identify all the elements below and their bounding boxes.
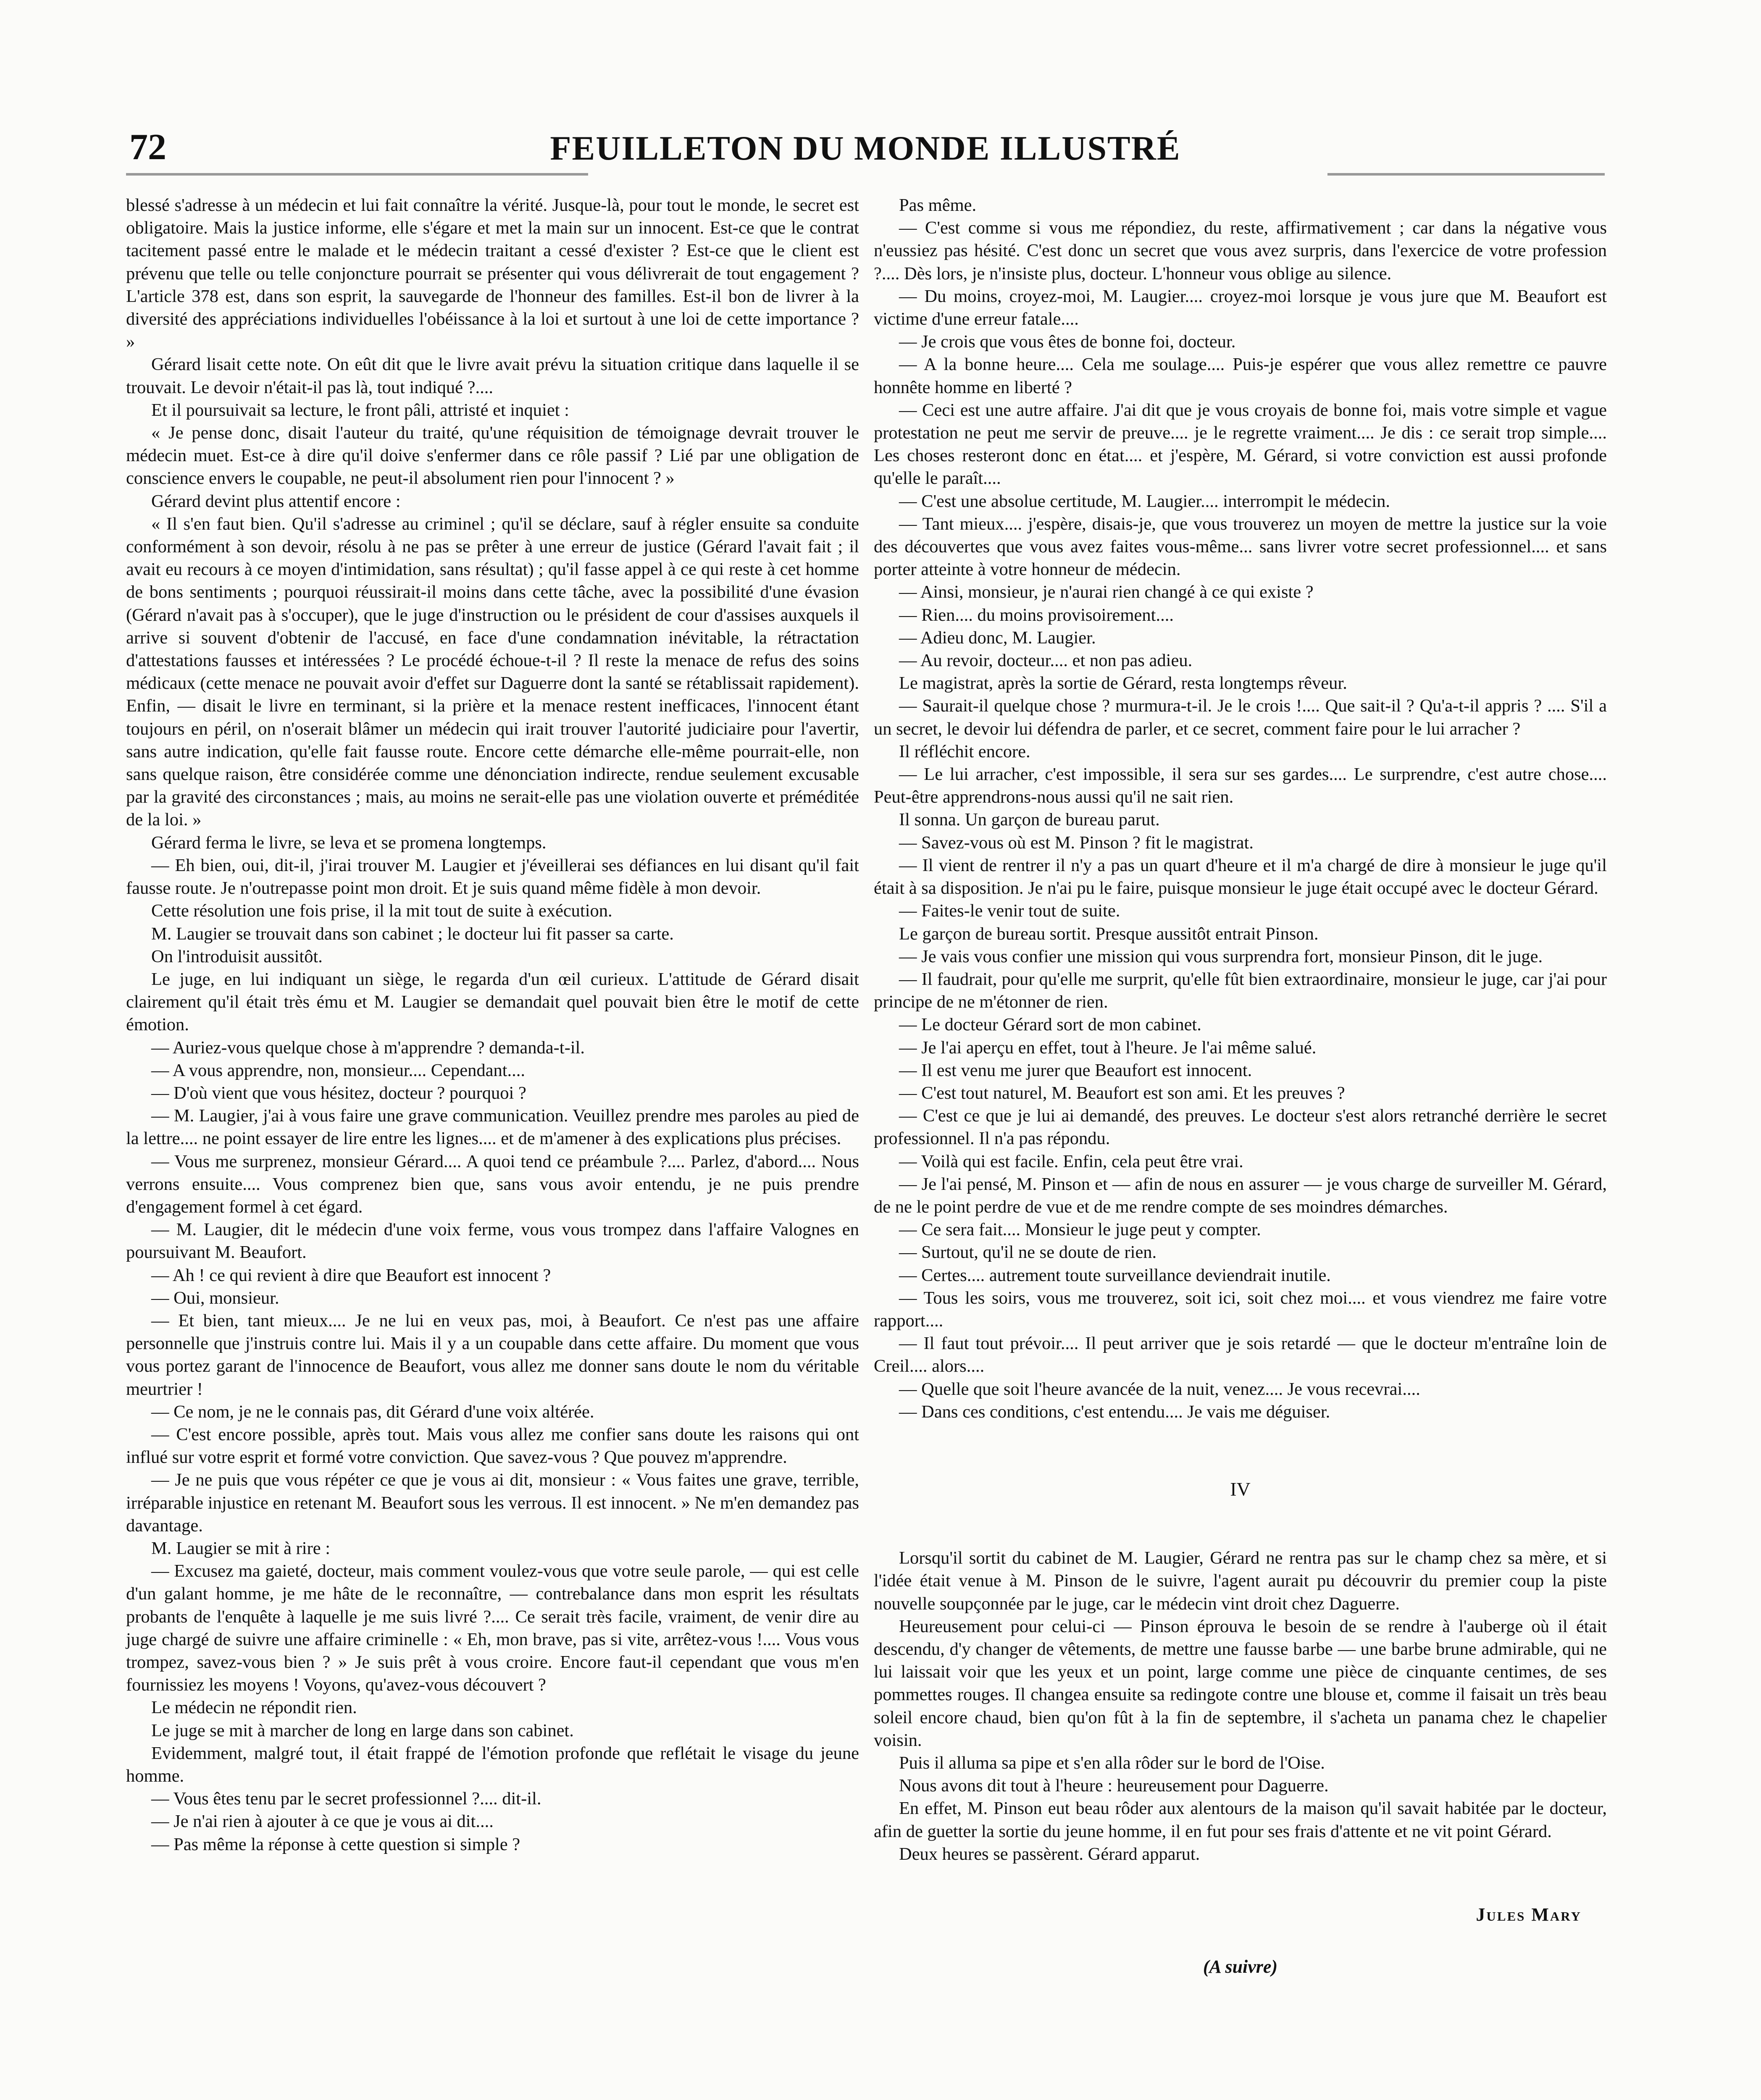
paragraph: — Ah ! ce qui revient à dire que Beaufort est innocent ? [151, 1265, 551, 1285]
paragraph: « Il s'en faut bien. Qu'il s'adresse au criminel ; qu'il se déclare, sauf à régler ensuite sa conduite conformément à son devoir, résolu à ne pas se prêter à une erreur de justice (Gérard l'avait fait ; il avait eu recours à ce moyen d'intimidation, sans résultat) ; qu'il fasse appel à ce qui reste à cet homme de bons sentiments ; pourquoi réussirait-il moins dans cette tâche, avec la possibilité d'une évasion (Gérard n'avait pas à s'occuper), que le juge d'instruction ou le président de cour d'assises auxquels il arrive si souvent d'obtenir de l'accusé, en face d'une condamnation inévitable, la rétractation d'attestations fausses et intéressées ? Le procédé échoue-t-il ? Il reste la menace de refus des soins médicaux (cette menace ne pouvait avoir d'effet sur Daguerre dont la santé se rétablissait rapidement). Enfin, — disait le livre en terminant, si la prière et la menace restent inefficaces, l'innocent étant toujours en péril, on n'oserait blâmer un médecin qui irait trouver l'autorité judiciaire pour l'avertir, sans autre indication, qu'elle fait fausse route. Encore cette démarche elle-même pourrait-elle, non sans quelque raison, être considérée comme une dénonciation indirecte, rendue seulement excusable par la gravité des circonstances ; mais, au moins ne serait-elle pas une violation ouverte et préméditée de la loi. » [126, 514, 859, 830]
paragraph: — Auriez-vous quelque chose à m'apprendre ? demanda-t-il. [151, 1037, 585, 1058]
paragraph: — D'où vient que vous hésitez, docteur ? pourquoi ? [151, 1083, 526, 1103]
paragraph: On l'introduisit aussitôt. [151, 946, 323, 966]
chapter-heading: IV [1230, 1478, 1251, 1500]
paragraph: — Ce nom, je ne le connais pas, dit Gérard d'une voix altérée. [151, 1402, 594, 1422]
paragraph: — Au revoir, docteur.... et non pas adieu. [899, 651, 1193, 671]
paragraph: — Saurait-il quelque chose ? murmura-t-il. Je le crois !.... Que sait-il ? Qu'a-t-il appris ? .... S'il a un secret, le devoir lui défendra de parler, et ce secret, comment faire pour le lui arracher ? [874, 696, 1607, 739]
paragraph: — Du moins, croyez-moi, M. Laugier.... croyez-moi lorsque je vous jure que M. Beaufort est victime d'une erreur fatale.... [874, 286, 1607, 329]
paragraph: — Vous me surprenez, monsieur Gérard.... A quoi tend ce préambule ?.... Parlez, d'abord.... Nous verrons ensuite.... Vous comprenez bien que, sans vous avoir entendu, je ne puis prendre d'engagement formel à cet égard. [126, 1151, 859, 1217]
paragraph: — Adieu donc, M. Laugier. [899, 627, 1096, 648]
paragraph: — A vous apprendre, non, monsieur.... Cependant.... [151, 1060, 526, 1080]
paragraph: Le juge, en lui indiquant un siège, le regarda d'un œil curieux. L'attitude de Gérard disait clairement qu'il était très ému et M. Laugier se demandait quel pouvait bien être le motif de cette émotion. [126, 969, 859, 1035]
paragraph: — C'est comme si vous me répondiez, du reste, affirmativement ; car dans la négative vous n'eussiez pas hésité. C'est donc un secret que vous avez surpris, dans l'exercice de votre profession ?.... Dès lors, je n'insiste plus, docteur. L'honneur vous oblige au silence. [874, 218, 1607, 284]
paragraph: Gérard devint plus attentif encore : [151, 491, 401, 511]
paragraph: — Il est venu me jurer que Beaufort est innocent. [899, 1060, 1252, 1080]
paragraph: — Le docteur Gérard sort de mon cabinet. [899, 1015, 1201, 1035]
left-column [126, 194, 859, 1856]
paragraph: — Ceci est une autre affaire. J'ai dit que je vous croyais de bonne foi, mais votre simple et vague protestation ne peut me servir de preuve.... je le regrette vraiment.... Je dis : ce serait trop simple.... Les choses resteront donc en état.... et j'espère, M. Gérard, si votre conviction est aussi profonde qu'elle le paraît.... [874, 400, 1607, 488]
paragraph: — Je n'ai rien à ajouter à ce que je vous ai dit.... [151, 1811, 494, 1832]
paragraph: « Je pense donc, disait l'auteur du traité, qu'une réquisition de témoignage devrait trouver le médecin muet. Est-ce à dire qu'il doive s'enfermer dans ce rôle passif ? Lié par une obligation de conscience envers le coupable, ne peut-il absolument rien pour l'innocent ? » [126, 423, 859, 488]
paragraph: — Il faut tout prévoir.... Il peut arriver que je sois retardé — que le docteur m'entraîne loin de Creil.... alors.... [874, 1334, 1607, 1376]
paragraph: — Il vient de rentrer il n'y a pas un quart d'heure et il m'a chargé de dire à monsieur le juge qu'il était à sa disposition. Je n'ai pu le faire, puisque monsieur le juge était occupé avec le docteur Gérard. [874, 855, 1607, 898]
paragraph: — Rien.... du moins provisoirement.... [899, 605, 1174, 625]
paragraph: En effet, M. Pinson eut beau rôder aux alentours de la maison qu'il savait habitée par le docteur, afin de guetter la sortie du jeune homme, il en fut pour ses frais d'attente et ne vit point Gérard. [874, 1798, 1607, 1841]
paragraph: Evidemment, malgré tout, il était frappé de l'émotion profonde que reflétait le visage du jeune homme. [126, 1743, 859, 1786]
paragraph: — C'est ce que je lui ai demandé, des preuves. Le docteur s'est alors retranché derrière le secret professionnel. Il n'a pas répondu. [874, 1106, 1607, 1149]
paragraph: — Le lui arracher, c'est impossible, il sera sur ses gardes.... Le surprendre, c'est autre chose.... Peut-être apprendrons-nous aussi qu'il ne sait rien. [874, 764, 1607, 807]
paragraph: Le médecin ne répondit rien. [151, 1698, 357, 1718]
paragraph: — Vous êtes tenu par le secret professionnel ?.... dit-il. [151, 1789, 541, 1809]
paragraph: — M. Laugier, dit le médecin d'une voix ferme, vous vous trompez dans l'affaire Valognes en poursuivant M. Beaufort. [126, 1220, 859, 1263]
paragraph: Et il poursuivait sa lecture, le front pâli, attristé et inquiet : [151, 400, 569, 420]
paragraph: Gérard lisait cette note. On eût dit que le livre avait prévu la situation critique dans laquelle il se trouvait. Le devoir n'était-il pas là, tout indiqué ?.... [126, 354, 859, 397]
paragraph: — Eh bien, oui, dit-il, j'irai trouver M. Laugier et j'éveillerai ses défiances en lui disant qu'il fait fausse route. Je n'outrepasse point mon droit. Et je suis quand même fidèle à mon devoir. [126, 855, 859, 898]
paragraph: Deux heures se passèrent. Gérard apparut. [899, 1844, 1200, 1864]
paragraph: — C'est une absolue certitude, M. Laugier.... interrompit le médecin. [899, 491, 1390, 511]
paragraph: — Savez-vous où est M. Pinson ? fit le magistrat. [899, 832, 1254, 853]
paragraph: — Voilà qui est facile. Enfin, cela peut être vrai. [899, 1151, 1243, 1171]
paragraph: Lorsqu'il sortit du cabinet de M. Laugier, Gérard ne rentra pas sur le champ chez sa mère, et si l'idée était venue à M. Pinson de le suivre, l'agent aurait pu découvrir du premier coup la piste nouvelle soupçonnée par le juge, car le médecin vint droit chez Daguerre. [874, 1548, 1607, 1614]
paragraph: M. Laugier se trouvait dans son cabinet ; le docteur lui fit passer sa carte. [151, 924, 674, 944]
right-column [874, 194, 1607, 1978]
paragraph: Le juge se mit à marcher de long en large dans son cabinet. [151, 1720, 574, 1740]
page-number: 72 [129, 127, 166, 168]
paragraph: Pas même. [899, 195, 977, 215]
to-be-continued: (A suivre) [1203, 1956, 1278, 1977]
paragraph: — Ce sera fait.... Monsieur le juge peut y compter. [899, 1220, 1261, 1240]
paragraph: — Je vais vous confier une mission qui vous surprendra fort, monsieur Pinson, dit le juge. [899, 946, 1543, 966]
header-rule-left [126, 173, 588, 176]
paragraph: — Dans ces conditions, c'est entendu.... Je vais me déguiser. [899, 1402, 1330, 1422]
header-rule-right [1327, 173, 1605, 176]
paragraph: Cette résolution une fois prise, il la mit tout de suite à exécution. [151, 901, 612, 921]
paragraph: Il sonna. Un garçon de bureau parut. [899, 810, 1160, 830]
paragraph: — Je l'ai pensé, M. Pinson et — afin de nous en assurer — je vous charge de surveiller M. Gérard, de ne le point perdre de vue et de me rendre compte de ses moindres démarches. [874, 1174, 1607, 1217]
paragraph: — A la bonne heure.... Cela me soulage.... Puis-je espérer que vous allez remettre ce pauvre honnête homme en liberté ? [874, 354, 1607, 397]
paragraph: Gérard ferma le livre, se leva et se promena longtemps. [151, 832, 547, 853]
paragraph: — Oui, monsieur. [151, 1288, 279, 1308]
page-header [126, 126, 1605, 176]
paragraph: — Et bien, tant mieux.... Je ne lui en veux pas, moi, à Beaufort. Ce n'est pas une affaire personnelle que j'instruis contre lui. Mais il y a un coupable dans cette affaire. Du moment que vous vous portez garant de l'innocence de Beaufort, vous allez me donner sans doute le nom du véritable meurtrier ! [126, 1310, 859, 1399]
paragraph: — Pas même la réponse à cette question si simple ? [151, 1834, 520, 1854]
paragraph: — Je ne puis que vous répéter ce que je vous ai dit, monsieur : « Vous faites une grave, terrible, irréparable injustice en retenant M. Beaufort sous les verrous. Il est innocent. » Ne m'en demandez pas davantage. [126, 1470, 859, 1536]
paragraph: — C'est tout naturel, M. Beaufort est son ami. Et les preuves ? [899, 1083, 1345, 1103]
paragraph: Nous avons dit tout à l'heure : heureusement pour Daguerre. [899, 1776, 1329, 1796]
paragraph: — Je crois que vous êtes de bonne foi, docteur. [899, 332, 1236, 352]
paragraph: — Faites-le venir tout de suite. [899, 901, 1120, 921]
paragraph: — Surtout, qu'il ne se doute de rien. [899, 1242, 1157, 1263]
journal-title: FEUILLETON DU MONDE ILLUSTRÉ [550, 129, 1181, 167]
paragraph: Puis il alluma sa pipe et s'en alla rôder sur le bord de l'Oise. [899, 1753, 1325, 1773]
paragraph: — Quelle que soit l'heure avancée de la nuit, venez.... Je vous recevrai.... [899, 1379, 1420, 1399]
paragraph: — Tant mieux.... j'espère, disais-je, que vous trouverez un moyen de mettre la justice sur la voie des découvertes que vous avez faites vous-même... sans livrer votre secret professionnel.... et sans porter atteinte à votre honneur de médecin. [874, 514, 1607, 580]
paragraph: — Certes.... autrement toute surveillance deviendrait inutile. [899, 1265, 1331, 1285]
paragraph: — Il faudrait, pour qu'elle me surprit, qu'elle fût bien extraordinaire, monsieur le juge, car j'ai pour principe de ne m'étonner de rien. [874, 969, 1607, 1012]
paragraph: — Excusez ma gaieté, docteur, mais comment voulez-vous que votre seule parole, — qui est celle d'un galant homme, je me hâte de le reconnaître, — contrebalance dans mon esprit les résultats probants de l'enquête à laquelle je me suis livré ?.... Ce serait très facile, vraiment, de venir dire au juge chargé de suivre une affaire criminelle : « Eh, mon brave, pas si vite, arrêtez-vous !.... Vous vous trompez, savez-vous bien ? » Je suis prêt à vous croire. Encore faut-il cependant que vous m'en fournissiez les moyens ! Voyons, qu'avez-vous découvert ? [126, 1561, 859, 1695]
paragraph: — C'est encore possible, après tout. Mais vous allez me confier sans doute les raisons qui ont influé sur votre esprit et formé votre conviction. Que savez-vous ? Que pouvez m'apprendre. [126, 1424, 859, 1467]
paragraph: Heureusement pour celui-ci — Pinson éprouva le besoin de se rendre à l'auberge où il était descendu, d'y changer de vêtements, de mettre une fausse barbe — une barbe brune admirable, qui ne lui laissait voir que les yeux et un point, large comme une pièce de cinquante centimes, de ses pommettes rouges. Il changea ensuite sa redingote contre une blouse et, comme il faisait un très beau soleil encore chaud, bien qu'on fût à la fin de septembre, il s'acheta un panama chez le chapelier voisin. [874, 1616, 1607, 1750]
paragraph: Il réfléchit encore. [899, 741, 1030, 761]
paragraph: — M. Laugier, j'ai à vous faire une grave communication. Veuillez prendre mes paroles au pied de la lettre.... ne point essayer de lire entre les lignes.... et de m'amener à des explications plus précises. [126, 1106, 859, 1149]
author-signature: Jules Mary [1476, 1904, 1582, 1925]
paragraph: blessé s'adresse à un médecin et lui fait connaître la vérité. Jusque-là, pour tout le monde, le secret est obligatoire. Mais la justice informe, elle s'égare et met la main sur un innocent. Est-ce que le contrat tacitement passé entre le malade et le médecin traitant a cessé d'exister ? Est-ce que le client est prévenu que telle ou telle conjoncture pourrait se présenter qui vous délivrerait de tout engagement ? L'article 378 est, dans son esprit, la sauvegarde de l'honneur des familles. Est-il bon de livrer à la diversité des appréciations individuelles l'obéissance à la loi et surtout à une loi de cette importance ? » [126, 195, 859, 352]
paragraph: M. Laugier se mit à rire : [151, 1538, 331, 1558]
paragraph: Le magistrat, après la sortie de Gérard, resta longtemps rêveur. [899, 673, 1347, 693]
paragraph: Le garçon de bureau sortit. Presque aussitôt entrait Pinson. [899, 924, 1319, 944]
paragraph: — Tous les soirs, vous me trouverez, soit ici, soit chez moi.... et vous viendrez me faire votre rapport.... [874, 1288, 1607, 1331]
paragraph: — Je l'ai aperçu en effet, tout à l'heure. Je l'ai même salué. [899, 1037, 1317, 1058]
paragraph: — Ainsi, monsieur, je n'aurai rien changé à ce qui existe ? [899, 582, 1314, 602]
